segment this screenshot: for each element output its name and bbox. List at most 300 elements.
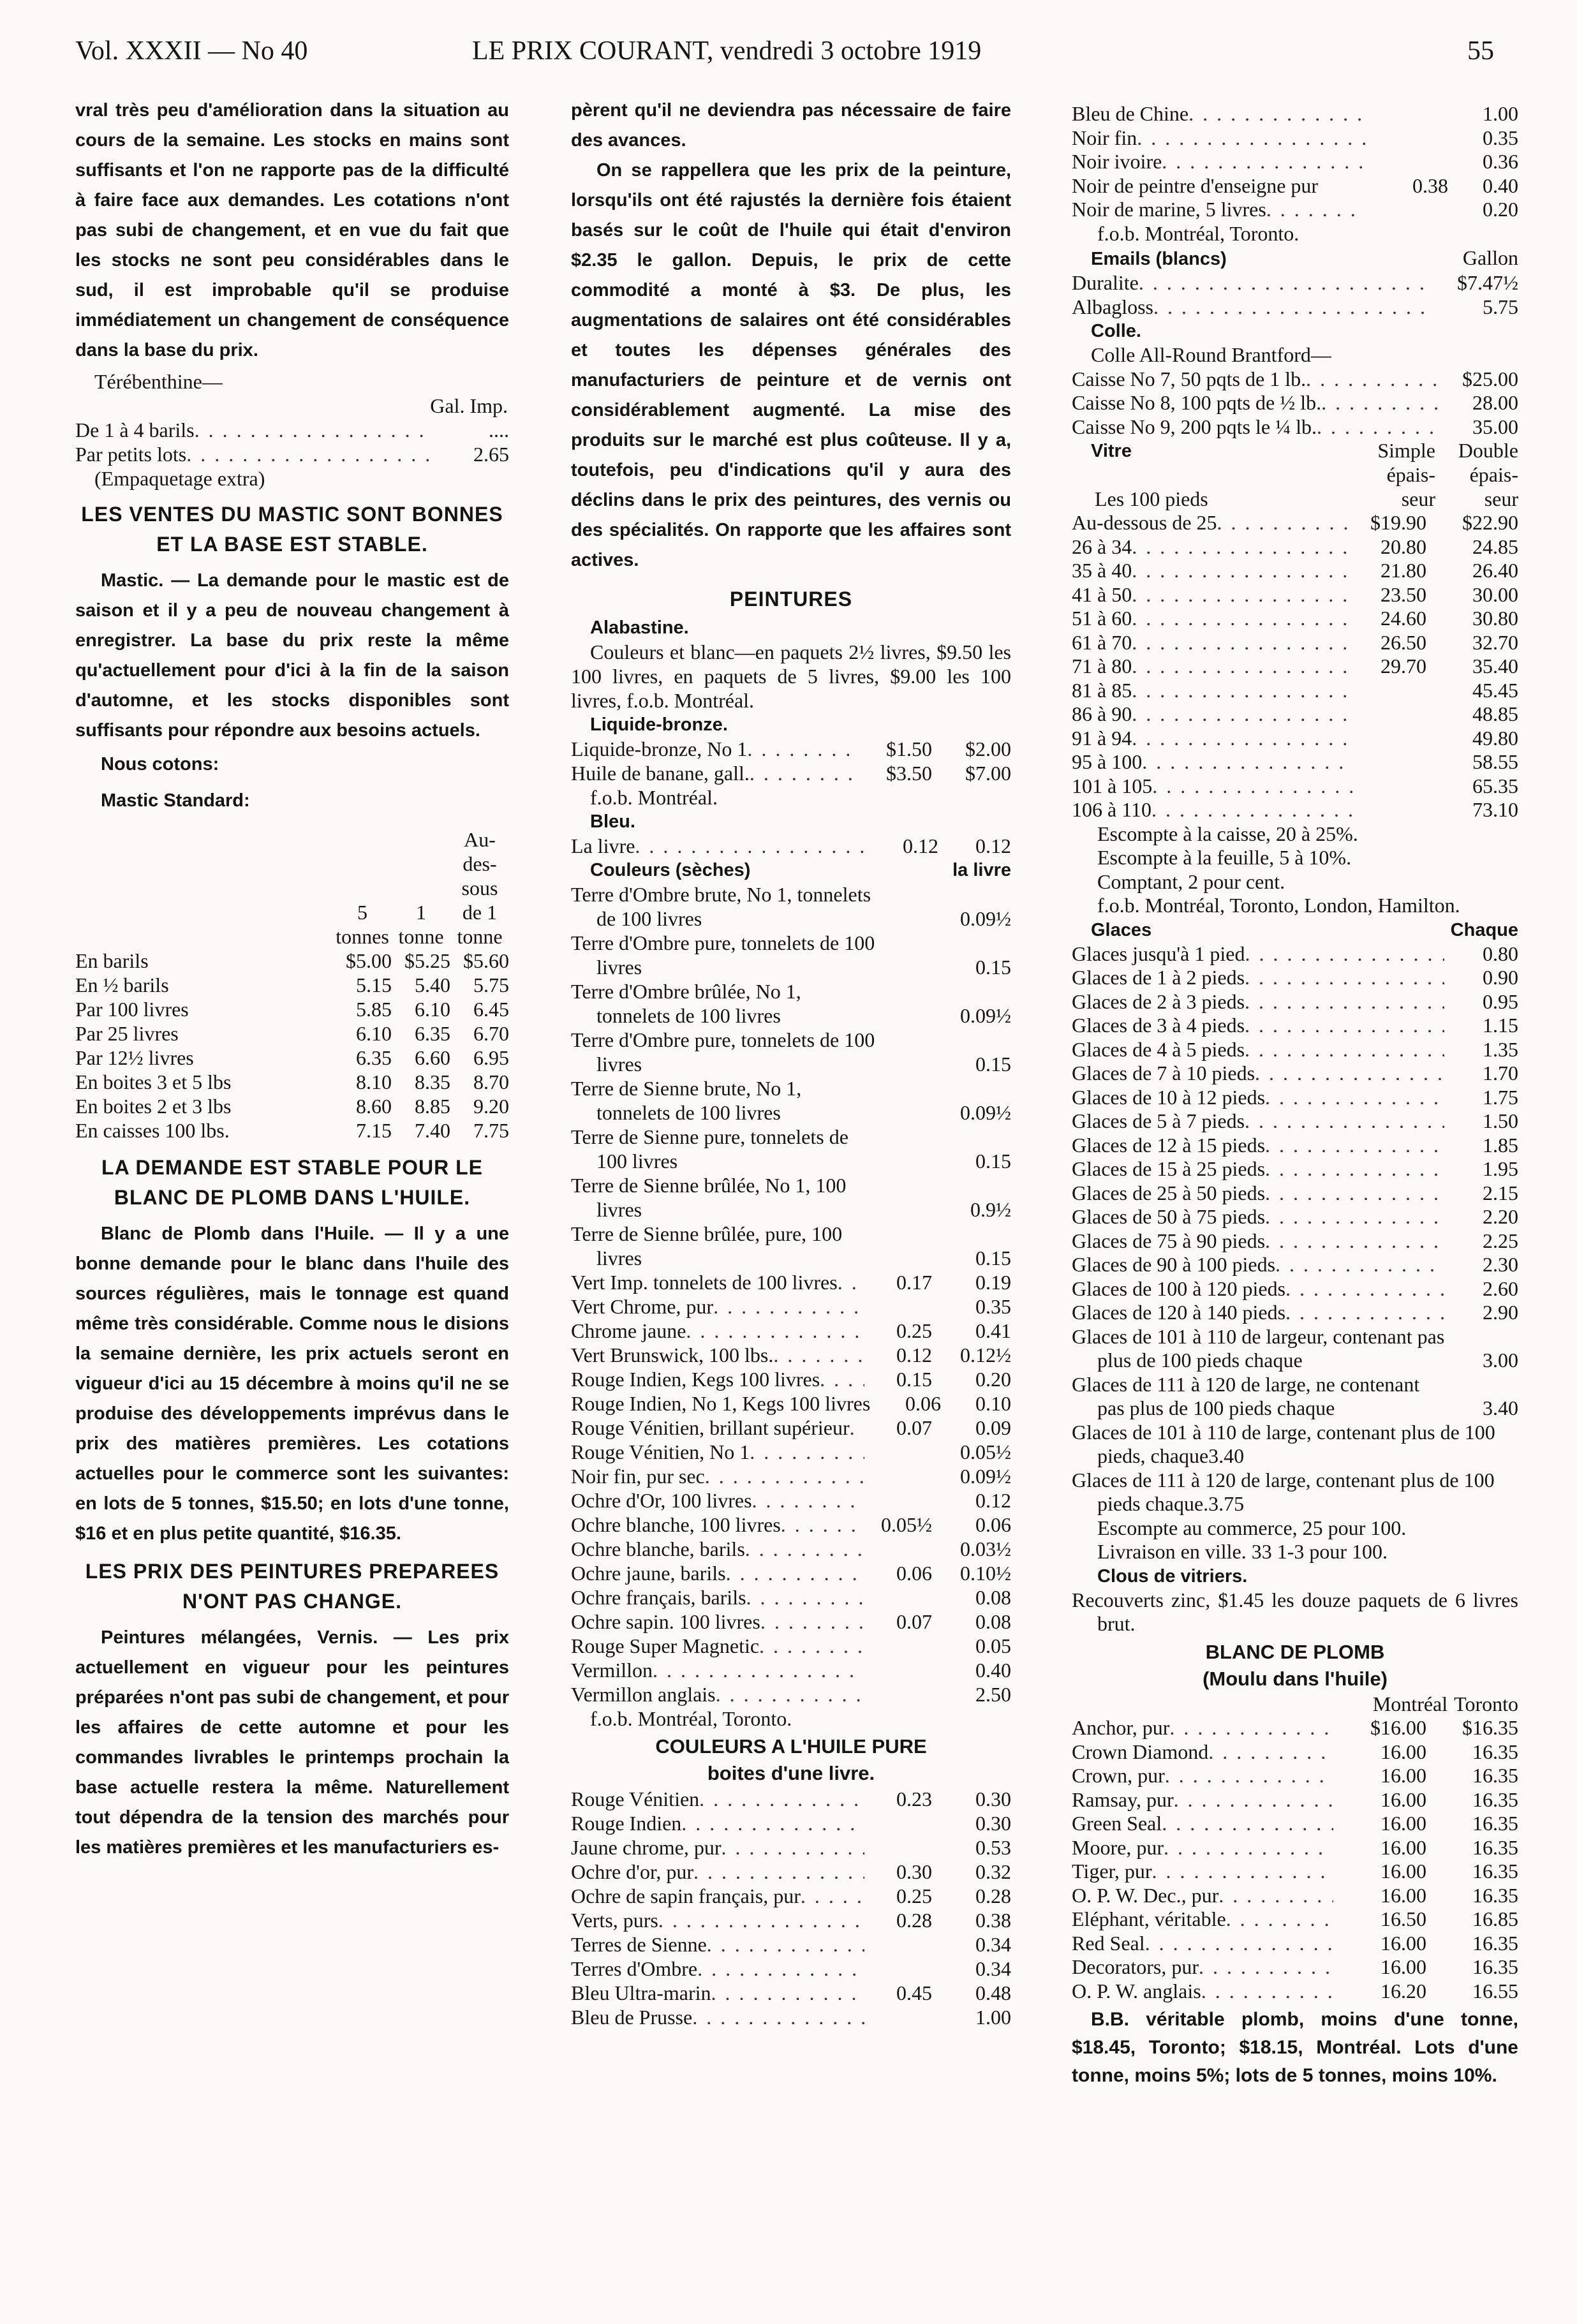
- row-label: Glaces de 7 à 10 pieds: [1072, 1062, 1255, 1084]
- table-row: [75, 1094, 509, 1118]
- leader-dots: [1199, 1955, 1333, 1980]
- row-label: Duralite: [1072, 271, 1139, 294]
- row-label: En boites 2 et 3 lbs: [75, 1095, 232, 1118]
- price-row: [1072, 1836, 1518, 1860]
- row-value: 8.70: [473, 1070, 509, 1093]
- row-value: $25.00: [1462, 367, 1518, 390]
- row-value-1: 16.00: [1381, 1787, 1426, 1811]
- row-value-1: $16.00: [1370, 1716, 1426, 1739]
- leader-dots: [1169, 1716, 1333, 1740]
- note: f.o.b. Montréal, Toronto.: [590, 1707, 792, 1730]
- row-label: Ramsay, pur: [1072, 1787, 1174, 1811]
- price-row: [571, 1787, 1011, 1811]
- row-value-1: 16.00: [1381, 1740, 1426, 1763]
- row-label: Rouge Vénitien: [571, 1787, 700, 1810]
- price-row: [1072, 271, 1518, 295]
- leader-dots: [746, 1585, 864, 1610]
- row-value-2: 16.35: [1472, 1883, 1518, 1907]
- leader-dots: [750, 761, 858, 785]
- row-value-2: 16.35: [1472, 1931, 1518, 1955]
- price-row: [75, 418, 509, 442]
- price-row: [571, 1658, 1011, 1682]
- row-label: Verts, purs: [571, 1909, 658, 1932]
- row-value-2: 0.34: [975, 1933, 1011, 1956]
- row-value-1: 0.38: [1412, 174, 1448, 197]
- column-header: tonne: [457, 925, 503, 948]
- leader-dots: [1153, 295, 1432, 320]
- list-item: [1072, 1325, 1518, 1373]
- note: Escompte au commerce, 25 pour 100.: [1097, 1516, 1407, 1539]
- unit-label: Gal. Imp.: [430, 394, 508, 417]
- row-value: 8.60: [356, 1095, 392, 1118]
- row-label: 35 à 40: [1072, 559, 1132, 582]
- leader-dots: [1245, 942, 1444, 966]
- row-value-2: 16.35: [1472, 1812, 1518, 1835]
- unit-label: Chaque: [1450, 919, 1518, 940]
- column-header: épais-: [1386, 463, 1435, 486]
- row-label: Terres de Sienne: [571, 1933, 707, 1956]
- row-value-1: 16.00: [1381, 1812, 1426, 1835]
- column-header: Double: [1458, 439, 1518, 463]
- row-value-2: 16.35: [1472, 1955, 1518, 1978]
- row-label: Rouge Indien: [571, 1812, 682, 1835]
- leader-dots: [681, 1811, 864, 1835]
- leader-dots: [658, 1908, 864, 1932]
- row-value: 6.95: [473, 1046, 509, 1069]
- row-value-2: 16.35: [1472, 1740, 1518, 1763]
- row-value-2: 0.08: [975, 1610, 1011, 1633]
- leader-dots: [653, 1658, 864, 1682]
- row-value-1: $3.50: [886, 762, 932, 785]
- row-label: 26 à 34: [1072, 535, 1132, 558]
- row-value-2: 16.85: [1472, 1907, 1518, 1930]
- price-row: [1072, 1884, 1518, 1908]
- row-label: Terre d'Ombre pure, tonnelets de 100 livres: [571, 931, 875, 979]
- row-value-2: 0.28: [975, 1884, 1011, 1907]
- subheading-label: Emails (blancs): [1091, 249, 1227, 269]
- row-label: Noir de marine, 5 livres: [1072, 198, 1266, 221]
- row-value-2: 0.12: [975, 834, 1011, 857]
- row-value-2: 0.10: [975, 1392, 1011, 1415]
- row-label: Au-dessous de 25: [1072, 511, 1217, 534]
- row-value-1: 0.25: [896, 1884, 932, 1907]
- column-header: de 1: [462, 901, 498, 924]
- row-label: 86 à 90: [1072, 702, 1132, 725]
- row-value-2: 24.85: [1472, 535, 1518, 558]
- price-row: [1072, 102, 1518, 126]
- leader-dots: [1265, 1181, 1444, 1206]
- paragraph: vral très peu d'amélioration dans la situation au cours de la semaine. Les stocks en mains sont suffisants et l'on ne rapporte pas de la difficulté à faire face aux demandes. Les cotations n'ont pas subi de changement, et en vue du fait que les stocks ne sont peu considérables dans le sud, il est improbable qu'il se produise immédiatement un changement de conséquence dans la base du prix.: [75, 100, 509, 360]
- leader-dots: [1152, 1860, 1333, 1884]
- row-value-2: 0.05½: [960, 1440, 1011, 1463]
- price-row: [1072, 1157, 1518, 1181]
- row-value: $5.25: [404, 949, 450, 972]
- price-row: [1072, 415, 1518, 440]
- price-row: [1072, 1277, 1518, 1301]
- row-value-1: 16.20: [1381, 1979, 1426, 2002]
- column-header: tonne: [398, 925, 444, 948]
- leader-dots: [1245, 966, 1444, 990]
- leader-dots: [1321, 391, 1438, 415]
- row-label: Terre de Sienne brute, No 1, tonnelets de 100 livres: [571, 1077, 802, 1124]
- leader-dots: [773, 1343, 864, 1367]
- price-row: [1072, 798, 1518, 822]
- row-label: 81 à 85: [1072, 678, 1132, 702]
- leader-dots: [801, 1884, 864, 1908]
- price-row: [1072, 1181, 1518, 1206]
- note: Escompte à la caisse, 20 à 25%.: [1097, 822, 1358, 845]
- column-header: 1: [416, 901, 426, 924]
- note: Livraison en ville. 33 1-3 pour 100.: [1097, 1540, 1388, 1563]
- row-label: Bleu Ultra-marin: [571, 1981, 711, 2004]
- row-value-1: 16.00: [1381, 1860, 1426, 1883]
- section-subheading: (Moulu dans l'huile): [1203, 1667, 1388, 1690]
- row-value-2: 32.70: [1472, 630, 1518, 654]
- price-row: [1072, 1086, 1518, 1110]
- row-value-2: 0.09½: [960, 1004, 1011, 1027]
- price-row: [571, 1811, 1011, 1835]
- row-value-1: 0.12: [903, 834, 938, 857]
- price-row: [571, 1585, 1011, 1610]
- row-label: Glaces de 120 à 140 pieds: [1072, 1301, 1286, 1324]
- price-row: [571, 1416, 1011, 1440]
- vitre-price-table: [1072, 439, 1518, 511]
- price-row: [571, 931, 1011, 979]
- price-row: [571, 1464, 1011, 1488]
- row-value: 5.75: [1483, 295, 1518, 318]
- table-row: [75, 997, 509, 1021]
- row-value-2: $7.00: [965, 762, 1011, 785]
- row-label: Vermillon anglais: [571, 1683, 716, 1706]
- row-value-1: 16.00: [1381, 1883, 1426, 1907]
- column-header: Au-: [464, 828, 496, 851]
- leader-dots: [1226, 1907, 1333, 1932]
- leader-dots: [726, 1561, 864, 1585]
- row-value-2: 58.55: [1472, 750, 1518, 773]
- section-heading: PEINTURES: [729, 588, 853, 611]
- row-value-2: 0.53: [975, 1836, 1011, 1859]
- volume-number: Vol. XXXII — No 40: [75, 36, 308, 66]
- couleurs-seches-list: [571, 882, 1011, 1706]
- row-value: 5.15: [356, 973, 392, 996]
- price-row: [1072, 1205, 1518, 1229]
- row-label: O. P. W. anglais: [1072, 1979, 1201, 2002]
- row-value: 5.75: [473, 973, 509, 996]
- unit-label: Gallon: [1462, 246, 1518, 269]
- row-value-2: 16.35: [1472, 1860, 1518, 1883]
- note: B.B. véritable plomb, moins d'une tonne, $18.45, Toronto; $18.15, Montréal. Lots d'une tonne, moins 5%; lots de 5 tonnes, moins 10%.: [1072, 2009, 1518, 2086]
- row-value-1: 0.06: [896, 1562, 932, 1585]
- leader-dots: [1152, 774, 1352, 799]
- row-value: 2.15: [1483, 1181, 1518, 1204]
- row-value: 6.35: [415, 1022, 450, 1045]
- price-row: [1072, 655, 1518, 679]
- row-value-2: $16.35: [1462, 1716, 1518, 1739]
- row-value-1: 0.07: [896, 1610, 932, 1633]
- price-row: [1072, 1907, 1518, 1932]
- table-row: [75, 1070, 509, 1094]
- price-row: [1072, 174, 1518, 198]
- price-row: [1072, 126, 1518, 151]
- leader-dots: [1245, 1014, 1444, 1038]
- price-row: [1072, 966, 1518, 990]
- row-value-1: 29.70: [1381, 655, 1426, 677]
- row-value-2: 16.55: [1472, 1979, 1518, 2002]
- price-row: [571, 761, 1011, 785]
- glaces-list: [1072, 942, 1518, 1325]
- subheading: [1072, 918, 1518, 942]
- row-label: Par 25 livres: [75, 1022, 179, 1045]
- price-row: [1072, 727, 1518, 751]
- row-label: 61 à 70: [1072, 630, 1132, 654]
- city-header: [1072, 1692, 1518, 1717]
- price-row: [1072, 1229, 1518, 1254]
- row-label: Terres d'Ombre: [571, 1957, 698, 1980]
- price-row: [1072, 1980, 1518, 2004]
- row-label: Vert Imp. tonnelets de 100 livres: [571, 1271, 838, 1294]
- row-value: 7.40: [415, 1119, 450, 1142]
- row-value-2: $2.00: [965, 737, 1011, 760]
- row-value-2: 0.30: [975, 1787, 1011, 1810]
- row-value: 2.90: [1483, 1301, 1518, 1324]
- leader-dots: [1145, 1932, 1333, 1956]
- row-value: 1.95: [1483, 1157, 1518, 1180]
- row-value-2: 0.19: [975, 1271, 1011, 1294]
- subheading: Nous cotons:: [101, 754, 219, 774]
- row-value-2: 16.35: [1472, 1835, 1518, 1859]
- row-label: Glaces de 50 à 75 pieds: [1072, 1205, 1266, 1228]
- row-label: Caisse No 7, 50 pqts de 1 lb.: [1072, 367, 1307, 390]
- row-label: Bleu de Prusse: [571, 2006, 693, 2029]
- row-value-2: 0.38: [975, 1909, 1011, 1932]
- row-label: Glaces de 111 à 120 de large, ne contenant pas plus de 100 pieds chaque: [1072, 1372, 1420, 1419]
- row-value: 5.40: [415, 973, 450, 996]
- row-label: En boites 3 et 5 lbs: [75, 1070, 232, 1093]
- leader-dots: [1265, 1205, 1444, 1229]
- price-row: [1072, 750, 1518, 774]
- row-value-2: 0.9½: [970, 1198, 1011, 1221]
- leader-dots: [745, 1537, 864, 1561]
- row-value: 2.25: [1483, 1229, 1518, 1252]
- price-row: [75, 442, 509, 466]
- row-value-2: 30.80: [1472, 607, 1518, 630]
- table-row: [75, 1046, 509, 1070]
- leader-dots: [1132, 631, 1352, 655]
- row-label: Glaces de 10 à 12 pieds: [1072, 1085, 1266, 1109]
- row-label: Eléphant, véritable: [1072, 1907, 1226, 1930]
- row-label: 41 à 50: [1072, 582, 1132, 606]
- column-header: seur: [1484, 487, 1518, 510]
- leader-dots: [1208, 1740, 1333, 1765]
- liquide-bronze-list: [571, 737, 1011, 785]
- colle-list: [1072, 367, 1518, 440]
- row-value-2: 26.40: [1472, 559, 1518, 582]
- row-value: 0.90: [1483, 966, 1518, 989]
- row-value-2: 0.03½: [960, 1537, 1011, 1560]
- note: Comptant, 2 pour cent.: [1097, 870, 1285, 893]
- row-value: 7.75: [473, 1119, 509, 1142]
- leader-dots: [1132, 583, 1352, 607]
- leader-dots: [760, 1610, 864, 1634]
- paragraph: Mastic. — La demande pour le mastic est de saison et il y a peu de nouveau changement à enregistrer. La base du prix reste la même qu'actuellement pour d'ici à la fin de la saison d'automne, et les stocks disponibles sont suffisants pour répondre aux besoins actuels.: [75, 570, 509, 741]
- subheading: Vitre: [1091, 441, 1132, 461]
- leader-dots: [1265, 1134, 1444, 1158]
- price-row: [1072, 1253, 1518, 1277]
- section-heading: LA DEMANDE EST STABLE POUR LE BLANC DE PLOMB DANS L'HUILE.: [101, 1156, 483, 1209]
- price-row: [1072, 942, 1518, 966]
- row-label: Par 100 livres: [75, 998, 189, 1021]
- table-row: [75, 949, 509, 973]
- leader-dots: [1245, 1038, 1444, 1062]
- leader-dots: [1265, 1157, 1444, 1181]
- price-row: [571, 1908, 1011, 1932]
- note: f.o.b. Montréal, Toronto.: [1097, 221, 1299, 245]
- leader-dots: [1132, 607, 1352, 631]
- leader-dots: [1188, 102, 1365, 126]
- row-label: Ochre d'Or, 100 livres: [571, 1489, 752, 1512]
- row-label: Vermillon: [571, 1659, 653, 1682]
- note: f.o.b. Montréal, Toronto, London, Hamilton.: [1097, 894, 1460, 917]
- price-row: [1072, 1788, 1518, 1812]
- row-label: Noir de peintre d'enseigne pur: [1072, 174, 1319, 197]
- row-value: 2.30: [1483, 1253, 1518, 1276]
- leader-dots: [686, 1319, 864, 1343]
- leader-dots: [1245, 990, 1444, 1014]
- leader-dots: [1265, 1086, 1444, 1110]
- row-value-2: $22.90: [1462, 511, 1518, 534]
- row-value: 6.10: [415, 998, 450, 1021]
- leader-dots: [1164, 1836, 1333, 1860]
- row-label: Chrome jaune: [571, 1319, 686, 1342]
- row-label: 95 à 100: [1072, 750, 1143, 773]
- row-value-2: 0.09½: [960, 1101, 1011, 1124]
- price-row: [1072, 367, 1518, 392]
- price-row: [571, 1884, 1011, 1908]
- row-value-1: 16.00: [1381, 1764, 1426, 1787]
- row-value: 0.95: [1483, 989, 1518, 1013]
- leader-dots: [1275, 1253, 1444, 1277]
- leader-dots: [1132, 702, 1352, 727]
- row-value-1: 16.50: [1381, 1907, 1426, 1930]
- row-label: Vert Chrome, pur: [571, 1295, 714, 1318]
- price-row: [1072, 391, 1518, 415]
- leader-dots: [759, 1634, 864, 1658]
- leader-dots: [1217, 511, 1352, 535]
- column-3: [1072, 102, 1518, 2090]
- subheading: Clous de vitriers.: [1097, 1565, 1248, 1587]
- row-label: Tiger, pur: [1072, 1860, 1152, 1883]
- table-row: [75, 1118, 509, 1143]
- row-label: Glaces de 5 à 7 pieds: [1072, 1109, 1245, 1132]
- row-value-2: 73.10: [1472, 798, 1518, 821]
- leader-dots: [750, 1440, 864, 1464]
- vitre-list: [1072, 511, 1518, 822]
- row-value: 6.60: [415, 1046, 450, 1069]
- row-label: Bleu de Chine: [1072, 102, 1189, 125]
- row-label: En ½ barils: [75, 973, 169, 996]
- row-value: $5.60: [463, 949, 509, 972]
- price-row: [1072, 1860, 1518, 1884]
- price-row: [571, 882, 1011, 931]
- price-row: [1072, 1932, 1518, 1956]
- row-label: Rouge Indien, Kegs 100 livres: [571, 1368, 820, 1391]
- row-label: Green Seal: [1072, 1812, 1162, 1835]
- subheading-label: Glaces: [1091, 919, 1152, 940]
- leader-dots: [752, 1488, 864, 1513]
- price-row: [1072, 1134, 1518, 1158]
- note: Recouverts zinc, $1.45 les douze paquets de 6 livres brut.: [1072, 1588, 1518, 1635]
- row-value-2: 0.32: [975, 1860, 1011, 1883]
- row-value: 3.40: [1483, 1396, 1518, 1419]
- glaces-long-list: [1072, 1325, 1518, 1421]
- terebenthine-block: [75, 369, 509, 491]
- row-label: Rouge Indien, No 1, Kegs 100 livres: [571, 1392, 871, 1415]
- leader-dots: [747, 737, 858, 761]
- price-row: [1072, 1062, 1518, 1086]
- row-value-2: 0.09: [975, 1416, 1011, 1439]
- leader-dots: [1255, 1062, 1444, 1086]
- price-row: [571, 1537, 1011, 1561]
- row-label: Glaces de 100 à 120 pieds: [1072, 1277, 1286, 1300]
- row-value-1: 0.07: [896, 1416, 932, 1439]
- row-value: 9.20: [473, 1095, 509, 1118]
- leader-dots: [1162, 150, 1365, 174]
- leader-dots: [838, 1270, 864, 1294]
- price-row: [571, 1440, 1011, 1464]
- section-label: Térébenthine—: [94, 370, 223, 393]
- price-row: [1072, 607, 1518, 631]
- row-value-2: 0.40: [1483, 174, 1518, 197]
- row-value: 5.85: [356, 998, 392, 1021]
- row-value-1: $1.50: [886, 737, 932, 760]
- section-heading: LES PRIX DES PEINTURES PREPAREES N'ONT PAS CHANGE.: [85, 1560, 500, 1613]
- leader-dots: [1132, 559, 1352, 583]
- leader-dots: [635, 834, 871, 858]
- price-row: [1072, 1955, 1518, 1980]
- column-header: seur: [1401, 487, 1435, 510]
- row-value-2: 1.00: [975, 2006, 1011, 2029]
- row-value-2: 0.48: [975, 1981, 1011, 2004]
- price-row: [1072, 1716, 1518, 1740]
- price-row: [571, 1173, 1011, 1222]
- row-value-2: 1.00: [1483, 102, 1518, 125]
- paragraph: Peintures mélangées, Vernis. — Les prix actuellement en vigueur pour les peintures préparées n'ont pas subi de changement, et pour les affaires de cette automne et pour les commandes livrables le printemps prochain la base actuelle restera la même. Naturellement tout dépendra de la tension des marchés pour les matières premières et les manufacturiers es-: [75, 1627, 509, 1858]
- row-label: Terre de Sienne brûlée, No 1, 100 livres: [571, 1174, 847, 1221]
- price-row: [1072, 583, 1518, 607]
- row-label: Vert Brunswick, 100 lbs.: [571, 1343, 774, 1366]
- row-label: Huile de banane, gall.: [571, 762, 750, 785]
- glaces-long2: [1072, 1421, 1518, 1516]
- leader-dots: [1137, 126, 1365, 151]
- row-label: Albagloss: [1072, 295, 1153, 318]
- price-row: [571, 1981, 1011, 2005]
- row-value-2: 30.00: [1472, 582, 1518, 606]
- row-value: 8.85: [415, 1095, 450, 1118]
- row-value-2: 65.35: [1472, 774, 1518, 797]
- price-row: [571, 979, 1011, 1028]
- row-value-1: 0.28: [896, 1909, 932, 1932]
- row-value-2: 0.08: [975, 1586, 1011, 1609]
- price-row: [571, 1513, 1011, 1537]
- leader-dots: [1306, 367, 1438, 392]
- row-label: Par petits lots: [75, 443, 187, 466]
- row-label: Noir fin: [1072, 126, 1137, 149]
- row-value-2: 0.41: [975, 1319, 1011, 1342]
- price-row: [571, 1125, 1011, 1173]
- row-value-1: 26.50: [1381, 630, 1426, 654]
- price-row: [1072, 1764, 1518, 1788]
- subheading: Colle.: [1091, 321, 1141, 341]
